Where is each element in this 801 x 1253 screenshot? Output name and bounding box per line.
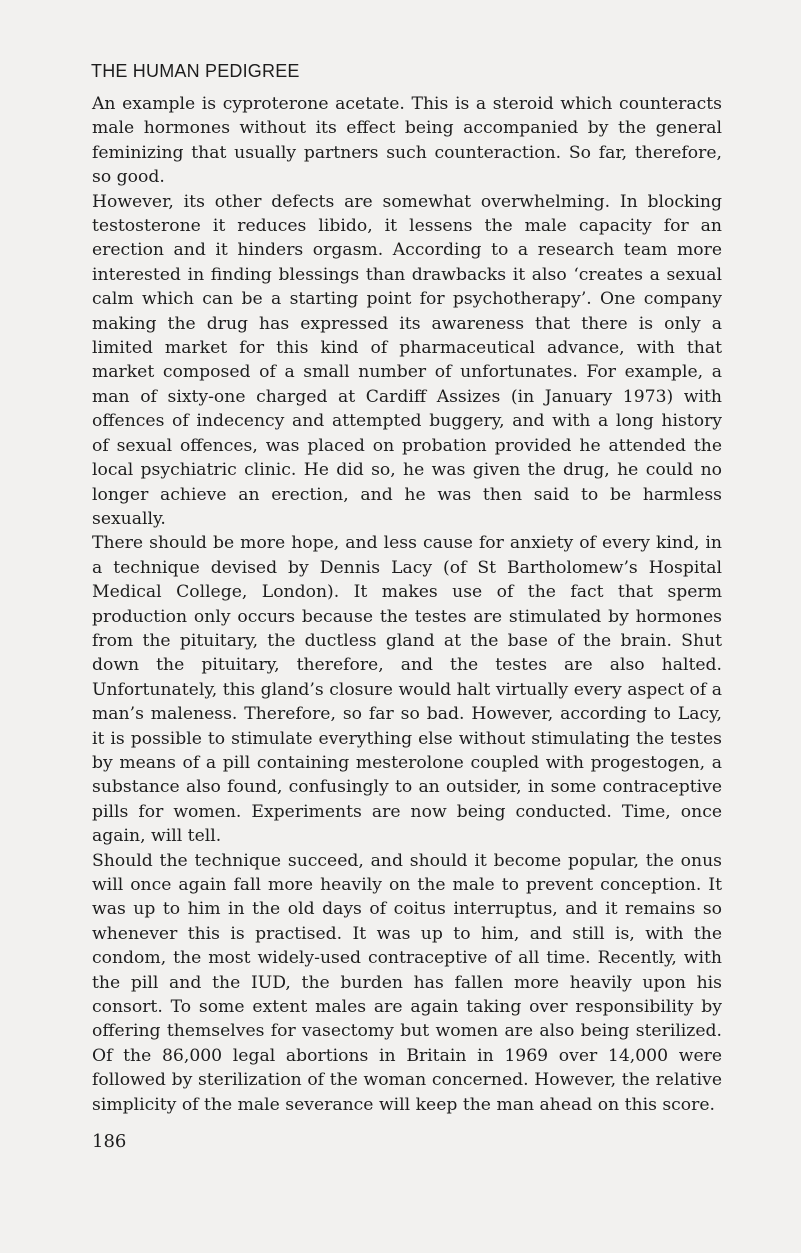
page-number: 186 [92, 1131, 127, 1153]
paragraph-onus-on-male: Should the technique succeed, and should it become popular, the onus will once again fall more heavily on the male to prevent conception. It was up to him in the old days of coitus interruptus, and it remains so whenever this is practised. It was up to him, and still is, with the condom, the most widely-used contraceptive of all time. Recently, with the pill and the IUD, the burden has fallen more heavily upon his consort. To some extent males are again taking over responsibility by offering themselves for vasectomy but women are also being sterilized. Of the 86,000 legal abortions in Britain in 1969 over 14,000 were followed by sterilization of the woman concerned. However, the relative simplicity of the male severance will keep the man ahead on this score. [92, 850, 722, 1115]
running-head: THE HUMAN PEDIGREE [91, 61, 300, 81]
paragraph-cyproterone: An example is cyproterone acetate. This is a steroid which counteracts male hormones without its effect being accompanied by the general feminizing that usually partners such counteraction. So far, therefore, so good. [92, 94, 722, 188]
paragraph-lacy-technique: There should be more hope, and less cause for anxiety of every kind, in a technique devised by Dennis Lacy (of St Bartholomew’s Hospital Medical College, London). It makes use of the fact that sperm production only occurs because the testes are stimulated by hormones from the pituitary, the ductless gland at the base of the brain. Shut down the pituitary, therefore, and the testes are also halted. Unfortunately, this gland’s closure would halt virtually every aspect of a man’s maleness. Therefore, so far so bad. However, according to Lacy, it is possible to stimulate everything else without stimulating the testes by means of a pill containing mesterolone coupled with progestogen, a substance also found, confusingly to an outsider, in some contraceptive pills for women. Experiments are now being conducted. Time, once again, will tell. [92, 533, 722, 847]
book-page [92, 58, 722, 1154]
paragraph-defects: However, its other defects are somewhat overwhelming. In blocking testosterone it reduces libido, it lessens the male capacity for an erection and it hinders orgasm. According to a research team more interested in finding blessings than drawbacks it also ‘creates a sexual calm which can be a starting point for psychotherapy’. One company making the drug has expressed its awareness that there is only a limited market for this kind of pharmaceutical advance, with that market composed of a small number of unfortunates. For example, a man of sixty-one charged at Cardiff Assizes (in January 1973) with offences of indecency and attempted buggery, and with a long history of sexual offences, was placed on probation provided he attended the local psychiatric clinic. He did so, he was given the drug, he could no longer achieve an erection, and he was then said to be harmless sexually. [92, 191, 722, 529]
